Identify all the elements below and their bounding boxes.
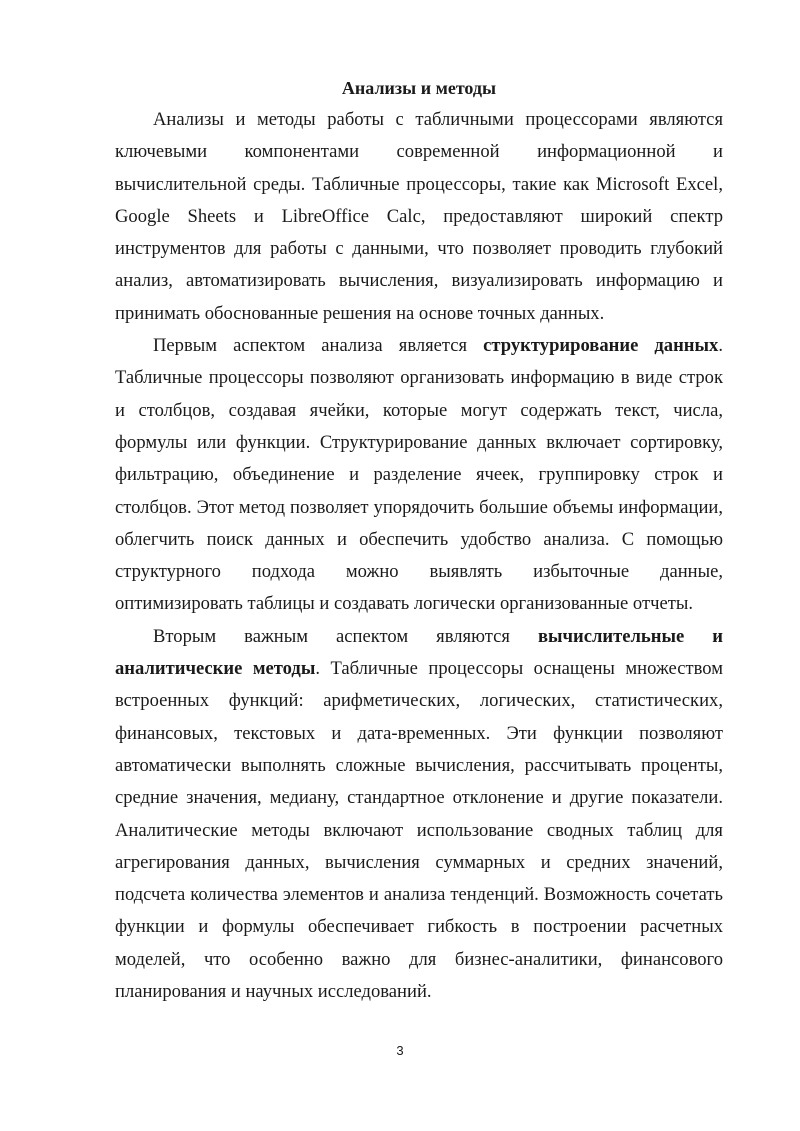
bold-term: вычислительные и аналитические методы <box>115 625 723 680</box>
paragraph-structuring <box>115 330 723 621</box>
paragraph-text: Анализы и методы работы с табличными процессорами являются ключевыми компонентами современной информационной и вычислительной среды. Табличные процессоры, такие как Microsoft Excel, Google Sheets и LibreOffice Calc, предоставляют широкий спектр инструментов для работы с данными, что позволяет проводить глубокий анализ, автоматизировать вычисления, визуализировать информацию и принимать обоснованные решения на основе точных данных. <box>115 109 723 324</box>
paragraph-text: Первым аспектом анализа является <box>153 335 484 357</box>
paragraph-text: . Табличные процессоры позволяют организовать информацию в виде строк и столбцов, создавая ячейки, которые могут содержать текст, числа, формулы или функции. Структурирование данных включает сортировку, фильтрацию, объединение и разделение ячеек, группировку строк и столбцов. Этот метод позволяет упорядочить большие объемы информации, облегчить поиск данных и обеспечить удобство анализа. С помощью структурного подхода можно выявлять избыточные данные, оптимизировать таблицы и создавать логически организованные отчеты. <box>115 335 723 615</box>
page-number: 3 <box>396 1043 404 1058</box>
paragraph-intro <box>115 104 723 330</box>
document-page <box>115 72 723 1008</box>
paragraph-text: . Табличные процессоры оснащены множеством встроенных функций: арифметических, логических, статистических, финансовых, текстовых и дата-временных. Эти функции позволяют автоматически выполнять сложные вычисления, рассчитывать проценты, средние значения, медиану, стандартное отклонение и другие показатели. Аналитические методы включают использование сводных таблиц для агрегирования данных, вычисления суммарных и средних значений, подсчета количества элементов и анализа тенденций. Возможность сочетать функции и формулы обеспечивает гибкость в построении расчетных моделей, что особенно важно для бизнес-аналитики, финансового планирования и научных исследований. <box>115 658 723 1003</box>
paragraph-text: Вторым важным аспектом являются <box>153 625 538 647</box>
document-title: Анализы и методы <box>341 78 497 98</box>
bold-term: структурирование данных <box>483 335 719 357</box>
paragraph-computation <box>115 621 723 1009</box>
